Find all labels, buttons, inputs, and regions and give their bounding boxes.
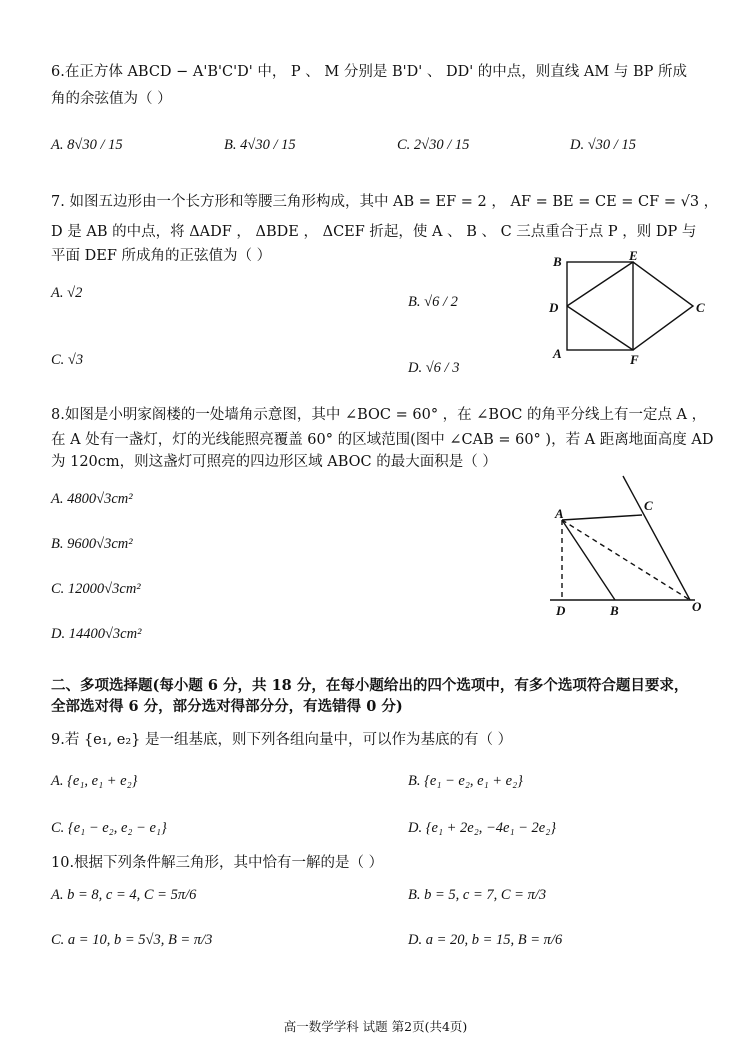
q6-option-c: C. 2√30 / 15 <box>397 137 470 153</box>
label-e: E <box>629 250 638 263</box>
q6-option-d: D. √30 / 15 <box>570 137 636 153</box>
q7-line3: 平面 DEF 所成角的正弦值为（ ） <box>51 248 272 264</box>
label-c: C <box>696 300 705 315</box>
q10-line1: 10.根据下列条件解三角形，其中恰有一解的是（ ） <box>51 855 384 871</box>
q8-line2: 在 A 处有一盏灯，灯的光线能照亮覆盖 60° 的区域范围(图中 ∠CAB = 60° )，若 A 距离地面高度 AD <box>51 432 714 448</box>
q8-line1: 8.如图是小明家阁楼的一处墙角示意图，其中 ∠BOC = 60° ，在 ∠BOC 的角平分线上有一定点 A ， <box>51 407 707 423</box>
q8-option-a: A. 4800√3cm² <box>51 491 133 507</box>
q10-option-a: A. b = 8, c = 4, C = 5π/6 <box>51 887 197 903</box>
section2-line1: 二、多项选择题(每小题 6 分，共 18 分，在每小题给出的四个选项中，有多个选项符合题目要求， <box>51 677 689 694</box>
q6-option-a: A. 8√30 / 15 <box>51 137 123 153</box>
label-b: B <box>610 603 619 618</box>
label-a: A <box>555 506 564 521</box>
wall-corner-figure <box>545 470 715 620</box>
q9-line1: 9.若 {e₁, e₂} 是一组基底，则下列各组向量中，可以作为基底的有（ ） <box>51 732 513 748</box>
label-o: O <box>692 599 702 614</box>
q10-option-d: D. a = 20, b = 15, B = π/6 <box>408 932 563 948</box>
q9-option-a: A. {e₁, e₁ + e₂} <box>51 773 138 789</box>
q8-option-d: D. 14400√3cm² <box>51 626 142 642</box>
label-d: D <box>556 603 566 618</box>
q8-option-c: C. 12000√3cm² <box>51 581 141 597</box>
q7-option-a: A. √2 <box>51 285 83 301</box>
q9-option-c: C. {e₁ − e₂, e₂ − e₁} <box>51 820 167 836</box>
q10-option-c: C. a = 10, b = 5√3, B = π/3 <box>51 932 213 948</box>
q7-option-c: C. √3 <box>51 352 84 368</box>
label-c: C <box>644 498 653 513</box>
q7-line1: 7. 如图五边形由一个长方形和等腰三角形构成，其中 AB = EF = 2 ， AF = BE = CE = CF = √3 ， <box>51 194 719 210</box>
q10-option-b: B. b = 5, c = 7, C = π/3 <box>408 887 547 903</box>
section2-line2: 全部选对得 6 分，部分选对得部分分，有选错得 0 分) <box>51 698 403 715</box>
pentagon-figure <box>545 250 715 375</box>
q9-option-b: B. {e₁ − e₂, e₁ + e₂} <box>408 773 523 789</box>
q6-line1: 6.在正方体 ABCD − A'B'C'D' 中， P 、 M 分别是 B'D' 、 DD' 的中点，则直线 AM 与 BP 所成 <box>51 64 687 80</box>
label-d: D <box>549 300 559 315</box>
q7-option-d: D. √6 / 3 <box>408 360 460 376</box>
label-b: B <box>553 254 562 269</box>
q6-option-b: B. 4√30 / 15 <box>224 137 296 153</box>
q7-option-b: B. √6 / 2 <box>408 294 458 310</box>
label-a: A <box>553 346 562 361</box>
q8-line3: 为 120cm，则这盏灯可照亮的四边形区域 ABOC 的最大面积是（ ） <box>51 454 497 470</box>
q8-option-b: B. 9600√3cm² <box>51 536 133 552</box>
q6-line2: 角的余弦值为（ ） <box>51 91 172 107</box>
page-footer: 高一数学学科 试题 第2页(共4页) <box>283 1019 468 1034</box>
q7-line2: D 是 AB 的中点，将 ΔADF ， ΔBDE ， ΔCEF 折起，使 A 、 B 、 C 三点重合于点 P ，则 DP 与 <box>51 224 697 240</box>
label-f: F <box>630 352 639 367</box>
q9-option-d: D. {e₁ + 2e₂, −4e₁ − 2e₂} <box>408 820 557 836</box>
